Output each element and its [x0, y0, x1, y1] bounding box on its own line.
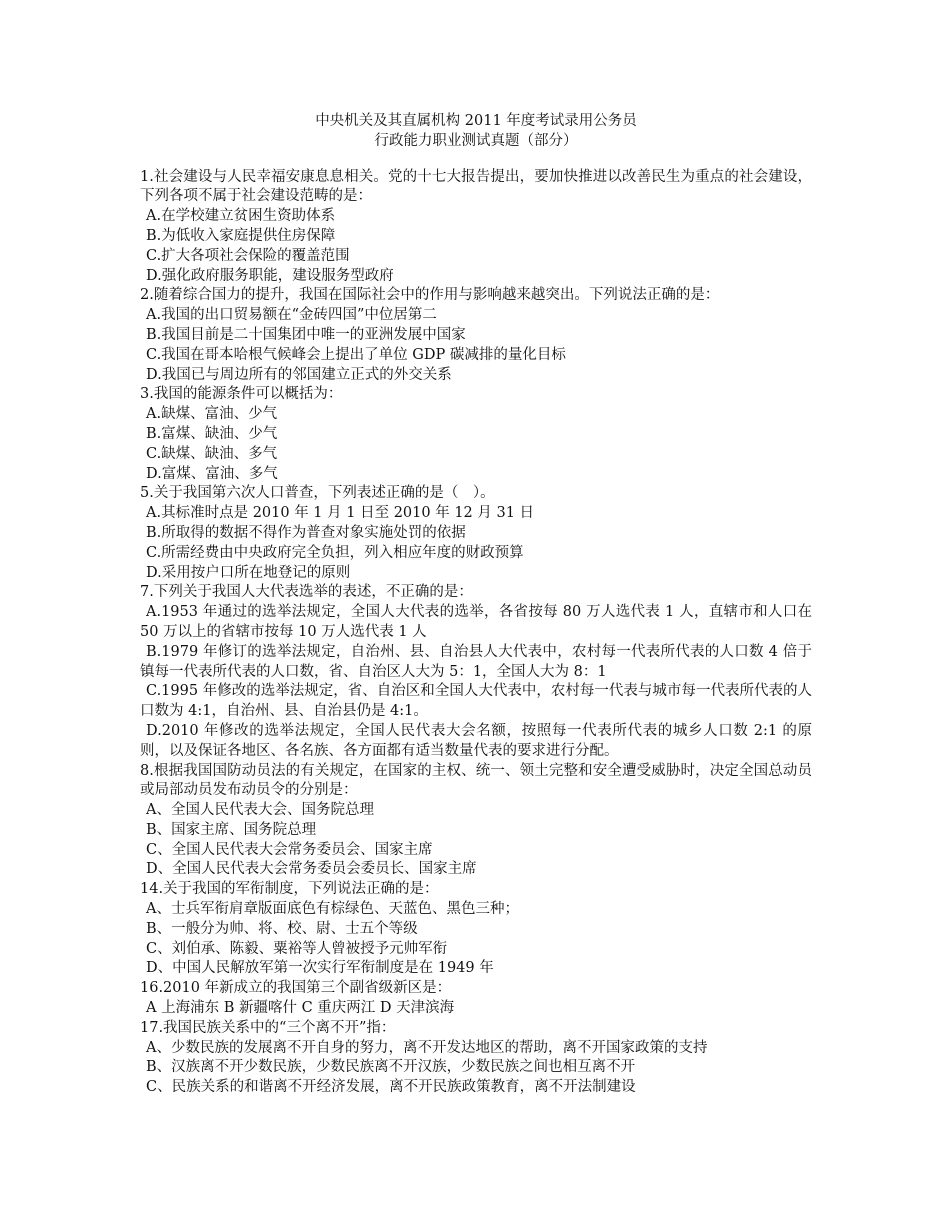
- document-page: [140, 112, 812, 1098]
- answer-option: A、士兵军衔肩章版面底色有棕绿色、天蓝色、黑色三种；: [146, 901, 519, 918]
- answer-option: C.缺煤、缺油、多气: [146, 445, 278, 462]
- question-block: [140, 168, 812, 287]
- answer-option: D、全国人民代表大会常务委员会委员长、国家主席: [146, 861, 477, 878]
- question-text: 3.我国的能源条件可以概括为：: [140, 386, 343, 403]
- answer-option: D.2010 年修改的选举法规定，全国人民代表大会名额，按照每一代表所代表的城乡人口数 2:1 的原则，以及保证各地区、各名族、各方面都有适当数量代表的要求进行分配。: [140, 722, 812, 759]
- question-list: [140, 168, 812, 1098]
- answer-option: D.富煤、富油、多气: [146, 465, 278, 482]
- title-line-1: 中央机关及其直属机构 2011 年度考试录用公务员: [315, 113, 637, 129]
- question-text: 14.关于我国的军衔制度，下列说法正确的是：: [140, 881, 439, 898]
- answer-option: A.我国的出口贸易额在“金砖四国”中位居第二: [146, 307, 437, 324]
- answer-option: B.我国目前是二十国集团中唯一的亚洲发展中国家: [146, 326, 466, 343]
- answer-option: B.所取得的数据不得作为普查对象实施处罚的依据: [146, 524, 466, 541]
- question-block: [140, 484, 812, 583]
- answer-option: A.在学校建立贫困生资助体系: [146, 208, 336, 225]
- question-block: [140, 286, 812, 385]
- title-line-2: 行政能力职业测试真题（部分）: [374, 132, 578, 149]
- answer-option: A、少数民族的发展离不开自身的努力，离不开发达地区的帮助，离不开国家政策的支持: [146, 1039, 708, 1056]
- question-text: 17.我国民族关系中的“三个离不开”指：: [140, 1019, 396, 1036]
- answer-option: A.缺煤、富油、少气: [146, 406, 278, 423]
- answer-option: B、国家主席、国务院总理: [146, 821, 317, 838]
- answer-option: C.所需经费由中央政府完全负担，列入相应年度的财政预算: [146, 544, 524, 561]
- question-text: 5.关于我国第六次人口普查，下列表述正确的是（ ）。: [140, 485, 495, 502]
- answer-option: B.1979 年修订的选举法规定，自治州、县、自治县人大代表中，农村每一代表所代表的人口数 4 倍于镇每一代表所代表的人口数，省、自治区人大为 5：1，全国人大为 8：1: [140, 643, 812, 680]
- question-block: [140, 880, 812, 979]
- answer-option: C、全国人民代表大会常务委员会、国家主席: [146, 841, 433, 858]
- question-text: 2.随着综合国力的提升，我国在国际社会中的作用与影响越来越突出。下列说法正确的是：: [140, 287, 720, 304]
- question-text: 8.根据我国国防动员法的有关规定，在国家的主权、统一、领土完整和安全遭受威胁时，决定全国总动员或局部动员发布动员令的分别是：: [140, 762, 812, 799]
- answer-option: D.我国已与周边所有的邻国建立正式的外交关系: [146, 366, 452, 383]
- answer-option: C、刘伯承、陈毅、粟裕等人曾被授予元帅军衔: [146, 940, 448, 957]
- answer-option: C、民族关系的和谐离不开经济发展，离不开民族政策教育，离不开法制建设: [146, 1079, 636, 1096]
- question-block: [140, 583, 812, 761]
- question-block: [140, 385, 812, 484]
- answer-option: B.为低收入家庭提供住房保障: [146, 227, 336, 244]
- question-text: 7.下列关于我国人大代表选举的表述，不正确的是：: [140, 584, 473, 601]
- answer-option: A、全国人民代表大会、国务院总理: [146, 802, 374, 819]
- answer-option: A.其标准时点是 2010 年 1 月 1 日至 2010 年 12 月 31 日: [146, 505, 535, 522]
- answer-option: B.富煤、缺油、少气: [146, 425, 278, 442]
- document-title: [140, 112, 812, 152]
- question-text: 1.社会建设与人民幸福安康息息相关。党的十七大报告提出，要加快推进以改善民生为重点的社会建设，下列各项不属于社会建设范畴的是：: [140, 168, 812, 205]
- question-block: [140, 762, 812, 881]
- answer-option: D、中国人民解放军第一次实行军衔制度是在 1949 年: [146, 960, 494, 977]
- answer-option: D.强化政府服务职能，建设服务型政府: [146, 267, 394, 284]
- answer-option: C.我国在哥本哈根气候峰会上提出了单位 GDP 碳减排的量化目标: [146, 346, 566, 363]
- answer-option: D.采用按户口所在地登记的原则: [146, 564, 351, 581]
- answer-option: B、一般分为帅、将、校、尉、士五个等级: [146, 920, 418, 937]
- question-text: 16.2010 年新成立的我国第三个副省级新区是：: [140, 980, 452, 997]
- question-block: [140, 1019, 812, 1098]
- answer-option: A.1953 年通过的选举法规定，全国人大代表的选举，各省按每 80 万人选代表 1 人，直辖市和人口在 50 万以上的省辖市按每 10 万人选代表 1 人: [140, 604, 812, 640]
- answer-option: A 上海浦东 B 新疆喀什 C 重庆两江 D 天津滨海: [146, 1000, 455, 1017]
- answer-option: C.扩大各项社会保险的覆盖范围: [146, 247, 350, 264]
- answer-option: B、汉族离不开少数民族，少数民族离不开汉族，少数民族之间也相互离不开: [146, 1059, 636, 1076]
- answer-option: C.1995 年修改的选举法规定，省、自治区和全国人大代表中，农村每一代表与城市每一代表所代表的人口数为 4:1，自治州、县、自治县仍是 4:1。: [140, 683, 812, 720]
- question-block: [140, 979, 812, 1019]
